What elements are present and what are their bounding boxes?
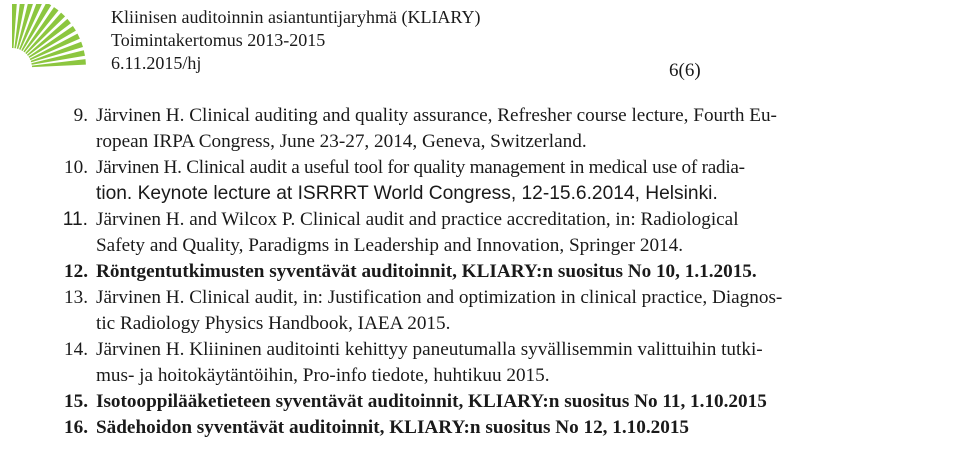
reference-item — [44, 103, 960, 155]
reference-item — [44, 155, 960, 207]
reference-line: Järvinen H. Clinical auditing and quality assurance, Refresher course lecture, Fourth Eu- — [96, 105, 777, 126]
reference-line: Safety and Quality, Paradigms in Leadership and Innovation, Springer 2014. — [96, 235, 684, 256]
reference-line: Sädehoidon syventävät auditoinnit, KLIARY:n suositus No 12, 1.10.2015 — [96, 417, 690, 438]
reference-line: Järvinen H. Clinical audit a useful tool for quality management in medical use of radia- — [96, 157, 745, 178]
reference-line: tion. Keynote lecture at ISRRRT World Congress, 12-15.6.2014, Helsinki. — [96, 183, 718, 204]
reference-line: Järvinen H. and Wilcox P. Clinical audit and practice accreditation, in: Radiological — [96, 209, 739, 230]
header-report-title: Toimintakertomus 2013-2015 — [111, 30, 326, 50]
reference-item — [44, 415, 960, 441]
reference-line: ropean IRPA Congress, June 23-27, 2014, Geneva, Switzerland. — [96, 131, 587, 152]
reference-line: Järvinen H. Kliininen auditointi kehittyy paneutumalla syvällisemmin valittuihin tutki- — [96, 339, 763, 360]
reference-line: mus- ja hoitokäytäntöihin, Pro-info tiedote, huhtikuu 2015. — [96, 365, 550, 386]
reference-line: tic Radiology Physics Handbook, IAEA 2015. — [96, 313, 451, 334]
reference-line: Röntgentutkimusten syventävät auditoinnit, KLIARY:n suositus No 10, 1.1.2015. — [96, 261, 757, 282]
reference-item — [44, 389, 960, 415]
reference-item — [44, 285, 960, 337]
document-header — [111, 6, 480, 75]
reference-number: 16. — [64, 417, 88, 438]
reference-number: 11. — [62, 209, 88, 230]
kliary-logo — [6, 4, 90, 74]
reference-item — [44, 259, 960, 285]
page-number: 6(6) — [669, 60, 701, 81]
header-org: Kliinisen auditoinnin asiantuntijaryhmä (KLIARY) — [111, 7, 481, 27]
reference-number: 13. — [64, 287, 88, 308]
reference-number: 12. — [64, 261, 88, 282]
reference-line: Isotooppilääketieteen syventävät auditoinnit, KLIARY:n suositus No 11, 1.10.2015 — [96, 391, 767, 412]
reference-number: 9. — [73, 105, 88, 126]
reference-item — [44, 207, 960, 259]
reference-number: 14. — [64, 339, 88, 360]
reference-list — [44, 103, 960, 441]
reference-number: 15. — [64, 391, 88, 412]
header-date: 6.11.2015/hj — [111, 53, 202, 73]
reference-number: 10. — [64, 157, 88, 178]
reference-item — [44, 337, 960, 389]
reference-line: Järvinen H. Clinical audit, in: Justification and optimization in clinical practice, Diagnos- — [96, 287, 783, 308]
